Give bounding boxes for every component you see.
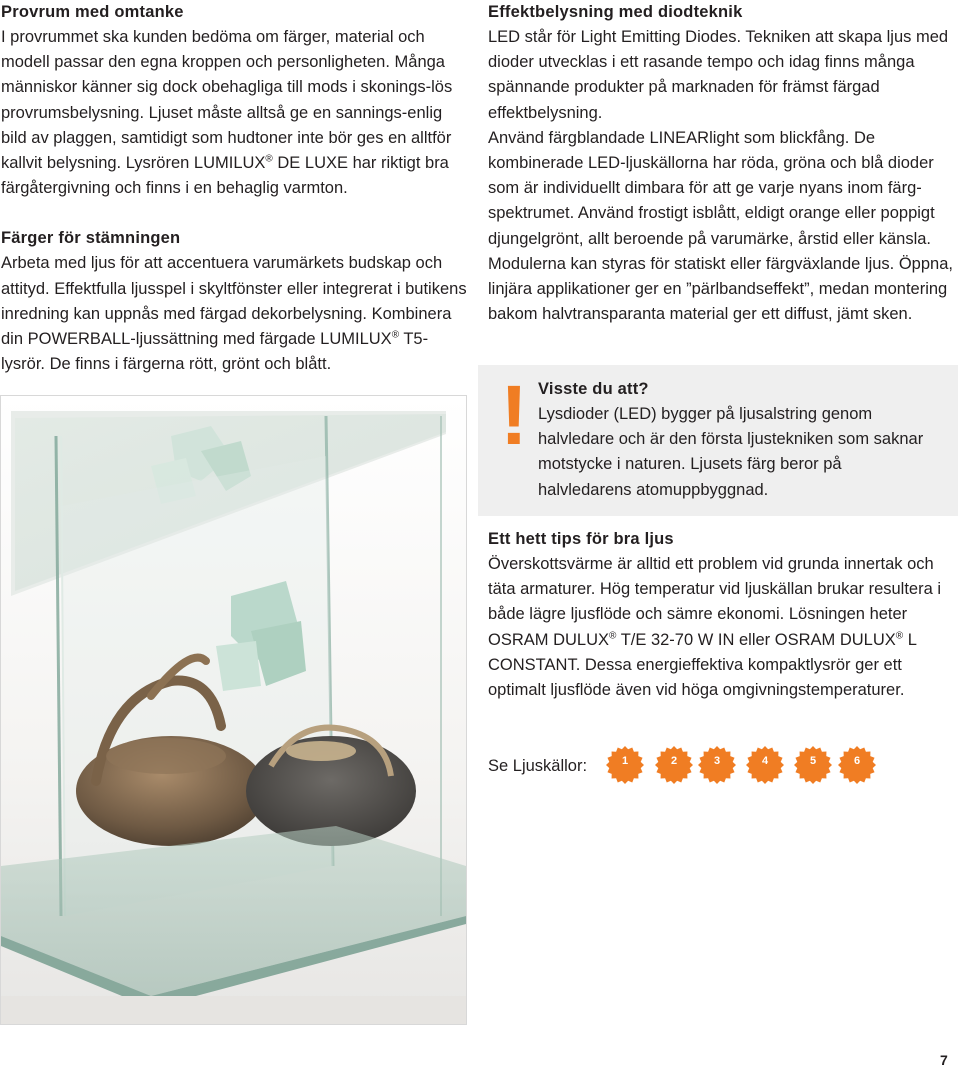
registered-mark: ®: [391, 329, 400, 341]
light-sources-label: Se Ljuskällor:: [488, 757, 588, 775]
light-source-links: [488, 746, 958, 786]
light-source-link-5[interactable]: 5: [794, 746, 832, 784]
light-source-link-4[interactable]: 4: [746, 746, 784, 784]
led-paragraph-2: Använd färgblandade LINEARlight som blickfång. De kombinerade LED-ljuskällorna har röda, gröna och blå dioder som är individuellt dimbara för att ge varje nyans inom färg-spektrumet. Använd frostigt isblått, eldigt orange eller poppigt djungelgrönt, allt beroende på varumärke, årstid eller känsla. Modulerna kan styras för statiskt eller färgväxlande ljus. Öppna, linjära applikationer ger en ”pärlbandseffekt”, medan montering bakom halvtransparanta material ger ett diffust, jämt sken.: [488, 128, 953, 324]
colors-paragraph: Arbeta med ljus för att accentuera varumärkets budskap och attityd. Effektfulla ljusspel i skyltfönster eller integrerat i butikens inredning kan uppnås med färgad dekorbelysning. Kombinera din POWERBALL-ljussättning med färgade LUMILUX® T5-lysrör. De finns i färgerna rött, grönt och blått.: [1, 254, 467, 374]
glass-showcase-image: [1, 396, 466, 1024]
tip-section: [488, 527, 958, 703]
display-case-photo: [0, 395, 467, 1025]
left-column: [1, 0, 471, 377]
light-source-link-3[interactable]: 3: [698, 746, 736, 784]
section-heading-fitting-room: Provrum med omtanke: [1, 3, 184, 21]
tip-heading: Ett hett tips för bra ljus: [488, 530, 674, 548]
did-you-know-text: Lysdioder (LED) bygger på ljusalstring genom halvledare och är den första ljustekniken som saknar motstycke i naturen. Ljusets färg beror på halvledarens atomuppbyggnad.: [538, 405, 924, 499]
section-heading-led: Effektbelysning med diodteknik: [488, 3, 743, 21]
exclamation-icon: !: [500, 368, 528, 462]
page-number: 7: [940, 1052, 948, 1068]
led-paragraph-1: LED står för Light Emitting Diodes. Tekniken att skapa ljus med dioder utvecklas i ett rasande tempo och idag finns många spännande produkter på marknaden för främst färgad effektbelysning.: [488, 28, 949, 122]
did-you-know-box: [478, 365, 958, 516]
registered-mark: ®: [609, 630, 617, 642]
registered-mark: ®: [265, 153, 273, 165]
right-column: [488, 0, 958, 327]
light-source-link-1[interactable]: 1: [606, 746, 644, 784]
section-heading-colors: Färger för stämningen: [1, 229, 181, 248]
fitting-room-paragraph: I provrummet ska kunden bedöma om färger, material och modell passar den egna kroppen och personligheten. Många människor känner sig dock obehagliga till mods i skonings-lös provrumsbelysning. Ljuset måste alltså ge en sannings-enlig bild av plaggen, samtidigt som hudtoner inte bör ges en alltför kallvit belysning. Lysrören LUMILUX® DE LUXE har riktigt bra färgåtergivning och finns i en behaglig varmton.: [1, 28, 453, 198]
registered-mark: ®: [895, 630, 904, 642]
did-you-know-heading: Visste du att?: [538, 380, 649, 398]
light-source-link-2[interactable]: 2: [655, 746, 693, 784]
light-source-link-6[interactable]: 6: [838, 746, 876, 784]
tip-paragraph: Överskottsvärme är alltid ett problem vid grunda innertak och täta armaturer. Hög temperatur vid ljuskällan brukar resultera i både lägre ljusflöde och sämre ekonomi. Lösningen heter OSRAM DULUX® T/E 32-70 W IN eller OSRAM DULUX® L CONSTANT. Dessa energieffektiva kompaktlysrör ger ett optimalt ljusflöde även vid höga omgivningstemperaturer.: [488, 555, 942, 700]
